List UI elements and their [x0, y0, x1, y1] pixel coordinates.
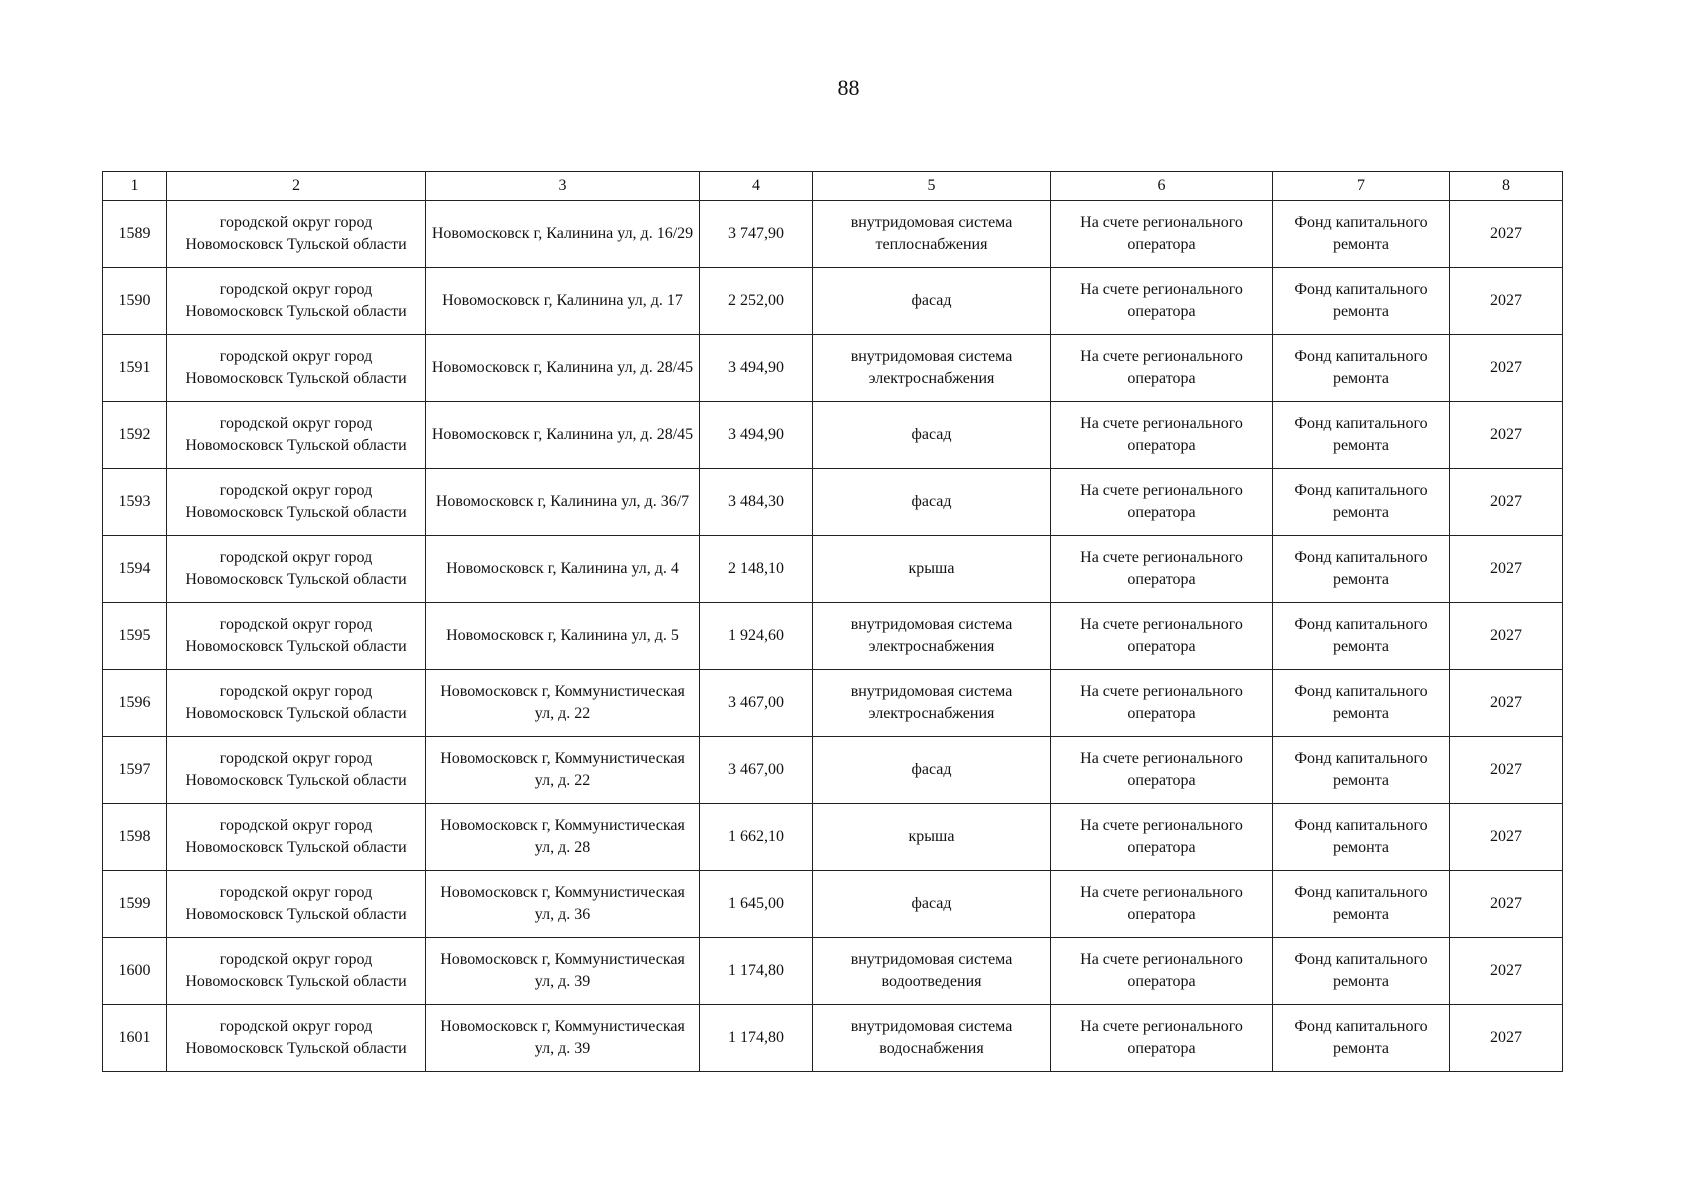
- table-row: [103, 670, 1563, 737]
- funding-source-cell: Фонд капитального ремонта: [1273, 469, 1450, 536]
- column-header: 6: [1051, 172, 1273, 201]
- table-row: [103, 268, 1563, 335]
- row-number-cell: 1596: [103, 670, 167, 737]
- table-body: [103, 172, 1563, 1072]
- year-cell: 2027: [1450, 603, 1563, 670]
- work-type-cell: фасад: [813, 268, 1051, 335]
- funding-source-cell: Фонд капитального ремонта: [1273, 603, 1450, 670]
- work-type-cell: фасад: [813, 737, 1051, 804]
- area-cell: 2 148,10: [700, 536, 813, 603]
- fund-account-cell: На счете регионального оператора: [1051, 268, 1273, 335]
- area-cell: 1 174,80: [700, 1005, 813, 1072]
- municipality-cell: городской округ город Новомосковск Тульской области: [167, 804, 426, 871]
- work-type-cell: фасад: [813, 871, 1051, 938]
- page-number: 88: [837, 75, 860, 100]
- year-cell: 2027: [1450, 469, 1563, 536]
- municipality-cell: городской округ город Новомосковск Тульской области: [167, 603, 426, 670]
- work-type-cell: внутридомовая система электроснабжения: [813, 335, 1051, 402]
- table-row: [103, 871, 1563, 938]
- funding-source-cell: Фонд капитального ремонта: [1273, 871, 1450, 938]
- row-number-cell: 1600: [103, 938, 167, 1005]
- fund-account-cell: На счете регионального оператора: [1051, 536, 1273, 603]
- year-cell: 2027: [1450, 1005, 1563, 1072]
- municipality-cell: городской округ город Новомосковск Тульской области: [167, 201, 426, 268]
- row-number-cell: 1591: [103, 335, 167, 402]
- row-number-cell: 1592: [103, 402, 167, 469]
- funding-source-cell: Фонд капитального ремонта: [1273, 335, 1450, 402]
- row-number-cell: 1597: [103, 737, 167, 804]
- address-cell: Новомосковск г, Калинина ул, д. 36/7: [426, 469, 700, 536]
- table-row: [103, 1005, 1563, 1072]
- year-cell: 2027: [1450, 335, 1563, 402]
- funding-source-cell: Фонд капитального ремонта: [1273, 402, 1450, 469]
- address-cell: Новомосковск г, Калинина ул, д. 4: [426, 536, 700, 603]
- work-type-cell: внутридомовая система водоотведения: [813, 938, 1051, 1005]
- funding-source-cell: Фонд капитального ремонта: [1273, 804, 1450, 871]
- work-type-cell: внутридомовая система электроснабжения: [813, 603, 1051, 670]
- fund-account-cell: На счете регионального оператора: [1051, 1005, 1273, 1072]
- year-cell: 2027: [1450, 670, 1563, 737]
- area-cell: 3 494,90: [700, 402, 813, 469]
- area-cell: 3 467,00: [700, 737, 813, 804]
- fund-account-cell: На счете регионального оператора: [1051, 201, 1273, 268]
- funding-source-cell: Фонд капитального ремонта: [1273, 201, 1450, 268]
- fund-account-cell: На счете регионального оператора: [1051, 737, 1273, 804]
- year-cell: 2027: [1450, 871, 1563, 938]
- fund-account-cell: На счете регионального оператора: [1051, 670, 1273, 737]
- work-type-cell: фасад: [813, 402, 1051, 469]
- address-cell: Новомосковск г, Калинина ул, д. 28/45: [426, 335, 700, 402]
- column-header: 8: [1450, 172, 1563, 201]
- area-cell: 2 252,00: [700, 268, 813, 335]
- area-cell: 1 662,10: [700, 804, 813, 871]
- work-type-cell: внутридомовая система водоснабжения: [813, 1005, 1051, 1072]
- row-number-cell: 1598: [103, 804, 167, 871]
- column-header: 7: [1273, 172, 1450, 201]
- fund-account-cell: На счете регионального оператора: [1051, 871, 1273, 938]
- address-cell: Новомосковск г, Коммунистическая ул, д. 36: [426, 871, 700, 938]
- work-type-cell: внутридомовая система теплоснабжения: [813, 201, 1051, 268]
- table-row: [103, 737, 1563, 804]
- municipality-cell: городской округ город Новомосковск Тульской области: [167, 469, 426, 536]
- year-cell: 2027: [1450, 737, 1563, 804]
- address-cell: Новомосковск г, Калинина ул, д. 17: [426, 268, 700, 335]
- funding-source-cell: Фонд капитального ремонта: [1273, 268, 1450, 335]
- fund-account-cell: На счете регионального оператора: [1051, 938, 1273, 1005]
- work-type-cell: фасад: [813, 469, 1051, 536]
- funding-source-cell: Фонд капитального ремонта: [1273, 536, 1450, 603]
- work-type-cell: внутридомовая система электроснабжения: [813, 670, 1051, 737]
- municipality-cell: городской округ город Новомосковск Тульской области: [167, 268, 426, 335]
- column-header: 2: [167, 172, 426, 201]
- work-type-cell: крыша: [813, 804, 1051, 871]
- municipality-cell: городской округ город Новомосковск Тульской области: [167, 335, 426, 402]
- column-header: 5: [813, 172, 1051, 201]
- year-cell: 2027: [1450, 938, 1563, 1005]
- funding-source-cell: Фонд капитального ремонта: [1273, 938, 1450, 1005]
- municipality-cell: городской округ город Новомосковск Тульской области: [167, 670, 426, 737]
- fund-account-cell: На счете регионального оператора: [1051, 603, 1273, 670]
- table-row: [103, 469, 1563, 536]
- table-row: [103, 335, 1563, 402]
- area-cell: 3 484,30: [700, 469, 813, 536]
- year-cell: 2027: [1450, 536, 1563, 603]
- work-type-cell: крыша: [813, 536, 1051, 603]
- row-number-cell: 1595: [103, 603, 167, 670]
- address-cell: Новомосковск г, Коммунистическая ул, д. 22: [426, 670, 700, 737]
- address-cell: Новомосковск г, Коммунистическая ул, д. 39: [426, 938, 700, 1005]
- year-cell: 2027: [1450, 268, 1563, 335]
- year-cell: 2027: [1450, 201, 1563, 268]
- table-row: [103, 603, 1563, 670]
- municipality-cell: городской округ город Новомосковск Тульской области: [167, 402, 426, 469]
- area-cell: 3 747,90: [700, 201, 813, 268]
- table-header-row: [103, 172, 1563, 201]
- capital-repair-table: [102, 171, 1563, 1072]
- address-cell: Новомосковск г, Калинина ул, д. 5: [426, 603, 700, 670]
- municipality-cell: городской округ город Новомосковск Тульской области: [167, 737, 426, 804]
- funding-source-cell: Фонд капитального ремонта: [1273, 1005, 1450, 1072]
- row-number-cell: 1590: [103, 268, 167, 335]
- municipality-cell: городской округ город Новомосковск Тульской области: [167, 871, 426, 938]
- table-row: [103, 402, 1563, 469]
- row-number-cell: 1589: [103, 201, 167, 268]
- address-cell: Новомосковск г, Коммунистическая ул, д. 28: [426, 804, 700, 871]
- year-cell: 2027: [1450, 402, 1563, 469]
- table-row: [103, 938, 1563, 1005]
- area-cell: 3 467,00: [700, 670, 813, 737]
- area-cell: 3 494,90: [700, 335, 813, 402]
- fund-account-cell: На счете регионального оператора: [1051, 335, 1273, 402]
- year-cell: 2027: [1450, 804, 1563, 871]
- area-cell: 1 174,80: [700, 938, 813, 1005]
- row-number-cell: 1601: [103, 1005, 167, 1072]
- area-cell: 1 924,60: [700, 603, 813, 670]
- fund-account-cell: На счете регионального оператора: [1051, 469, 1273, 536]
- table-row: [103, 201, 1563, 268]
- row-number-cell: 1593: [103, 469, 167, 536]
- address-cell: Новомосковск г, Коммунистическая ул, д. 22: [426, 737, 700, 804]
- municipality-cell: городской округ город Новомосковск Тульской области: [167, 536, 426, 603]
- funding-source-cell: Фонд капитального ремонта: [1273, 670, 1450, 737]
- table-row: [103, 804, 1563, 871]
- address-cell: Новомосковск г, Калинина ул, д. 16/29: [426, 201, 700, 268]
- municipality-cell: городской округ город Новомосковск Тульской области: [167, 938, 426, 1005]
- column-header: 1: [103, 172, 167, 201]
- table-row: [103, 536, 1563, 603]
- row-number-cell: 1599: [103, 871, 167, 938]
- address-cell: Новомосковск г, Калинина ул, д. 28/45: [426, 402, 700, 469]
- row-number-cell: 1594: [103, 536, 167, 603]
- area-cell: 1 645,00: [700, 871, 813, 938]
- fund-account-cell: На счете регионального оператора: [1051, 402, 1273, 469]
- column-header: 4: [700, 172, 813, 201]
- municipality-cell: городской округ город Новомосковск Тульской области: [167, 1005, 426, 1072]
- column-header: 3: [426, 172, 700, 201]
- funding-source-cell: Фонд капитального ремонта: [1273, 737, 1450, 804]
- address-cell: Новомосковск г, Коммунистическая ул, д. 39: [426, 1005, 700, 1072]
- fund-account-cell: На счете регионального оператора: [1051, 804, 1273, 871]
